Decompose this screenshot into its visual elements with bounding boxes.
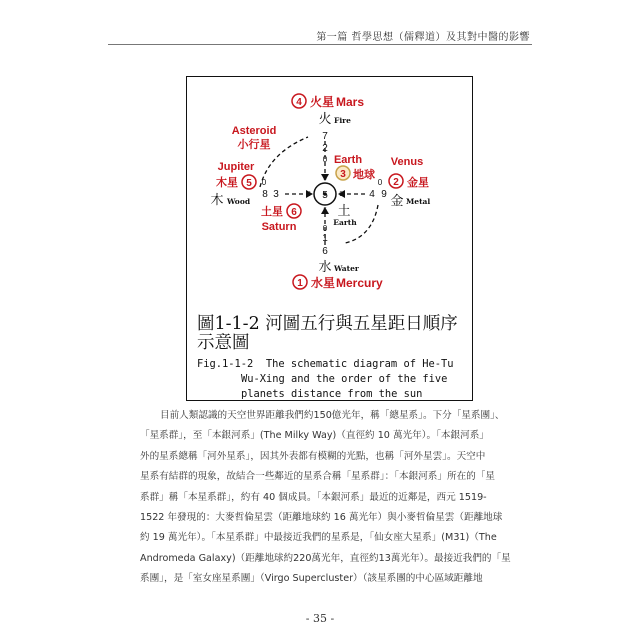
saturn-name-cn: 土星 (261, 206, 283, 218)
saturn-name-en: Saturn (261, 221, 297, 233)
center-small-right: 5 (339, 192, 343, 198)
venus-name-cn: 金星 (407, 177, 429, 189)
right-number-9: 9 (381, 189, 387, 200)
figure-1-1-2 (186, 76, 473, 401)
running-header: 第一篇 哲學思想（儒釋道）及其對中醫的影響 (316, 32, 530, 43)
fire-element-cn: 火 (318, 112, 332, 127)
page-number: - 35 - (305, 612, 335, 625)
center-number: 5 (322, 190, 328, 201)
body-line: 1522 年發現的：大麥哲倫星雲（距離地球約 16 萬光年）與小麥哲倫星雲（距離地球 (140, 512, 503, 524)
body-line: 外的星系總稱「河外星系」，因其外表都有模糊的光點，也稱「河外星雲」。天空中 (140, 450, 486, 462)
asteroid-name-cn: 小行星 (237, 139, 271, 151)
body-line: 約 19 萬光年）。「本星系群」中最接近我們的星系是，「仙女座大星系」(M31)（The (140, 532, 497, 544)
jupiter-order-number: 5 (246, 178, 252, 189)
earth-name-cn: 地球 (353, 169, 375, 181)
zero-top: 0 (322, 155, 328, 164)
body-line: 「星系群」，至「本銀河系」(The Milky Way)（直徑約 10 萬光年）。「本銀河系」 (140, 430, 489, 442)
mars-name-cn: 火星 (310, 95, 335, 109)
figure-caption-en (197, 357, 467, 402)
fire-element-en: Fire (334, 116, 351, 125)
top-number-7: 7 (322, 131, 328, 142)
wood-element-cn: 木 (210, 193, 224, 208)
top-number-2: 2 (322, 143, 328, 154)
mercury-name-cn: 水星 (311, 276, 336, 290)
metal-element-en: Metal (406, 197, 431, 206)
figure-caption-cn: 圖1-1-2 河圖五行與五星距日順序示意圖 (197, 314, 458, 353)
center-small-bottom: 5 (323, 208, 327, 214)
hetu-diagram (187, 77, 474, 312)
earth-name-en: Earth (333, 154, 363, 166)
bottom-number-1: 1 (322, 233, 328, 244)
caption-en-line-1: Fig.1-1-2 The schematic diagram of He-Tu (197, 358, 454, 370)
mercury-name-en: Mercury (336, 276, 383, 290)
earth-element-cn: 土 (337, 204, 351, 219)
header-rule (108, 44, 532, 45)
body-line: 系群」稱「本星系群」，約有 40 個成員。「本銀河系」最近的近鄰是，西元 1519- (140, 491, 487, 503)
center-small-top: 5 (323, 176, 327, 182)
water-element-cn: 水 (318, 260, 332, 275)
mars-name-en: Mars (336, 95, 365, 109)
bottom-number-6: 6 (322, 246, 328, 257)
saturn-order-number: 6 (291, 207, 297, 218)
asteroid-name-en: Asteroid (231, 125, 277, 137)
body-line: 目前人類認識的天空世界距離我們約150億光年，稱「總星系」。下分「星系團」、 (160, 410, 505, 421)
caption-en-line-2: Wu-Xing and the order of the five (241, 373, 448, 385)
zero-left: 0 (261, 178, 267, 187)
water-element-en: Water (334, 264, 359, 273)
zero-bottom: 0 (322, 224, 328, 233)
earth-order-number: 3 (340, 169, 346, 180)
body-line: 星系有結群的現象，故結合一些鄰近的星系合稱「星系群」：「本銀河系」所在的「星 (140, 471, 495, 483)
body-line: Andromeda Galaxy)（距離地球約220萬光年，直徑約13萬光年）。最接近我們的「星 (140, 552, 511, 564)
mars-order-number: 4 (296, 97, 302, 108)
wood-element-en: Wood (227, 197, 251, 206)
metal-element-cn: 金 (390, 194, 404, 209)
right-number-4: 4 (369, 189, 375, 200)
zero-right: 0 (377, 178, 383, 187)
center-small-left: 5 (307, 192, 311, 198)
mercury-order-number: 1 (297, 278, 303, 289)
jupiter-name-en: Jupiter (217, 161, 255, 173)
earth-element-en: Earth (333, 218, 357, 227)
caption-en-line-3: planets distance from the sun (241, 388, 423, 400)
venus-order-number: 2 (393, 177, 399, 188)
venus-name-en: Venus (390, 156, 424, 168)
left-number-8: 8 (262, 189, 268, 200)
left-number-3: 3 (273, 189, 279, 200)
body-paragraph (140, 406, 522, 590)
jupiter-name-cn: 木星 (216, 177, 238, 189)
body-line: 系團」，是「室女座星系團」（Virgo Supercluster）（該星系團的中心區域距離地 (140, 573, 483, 585)
